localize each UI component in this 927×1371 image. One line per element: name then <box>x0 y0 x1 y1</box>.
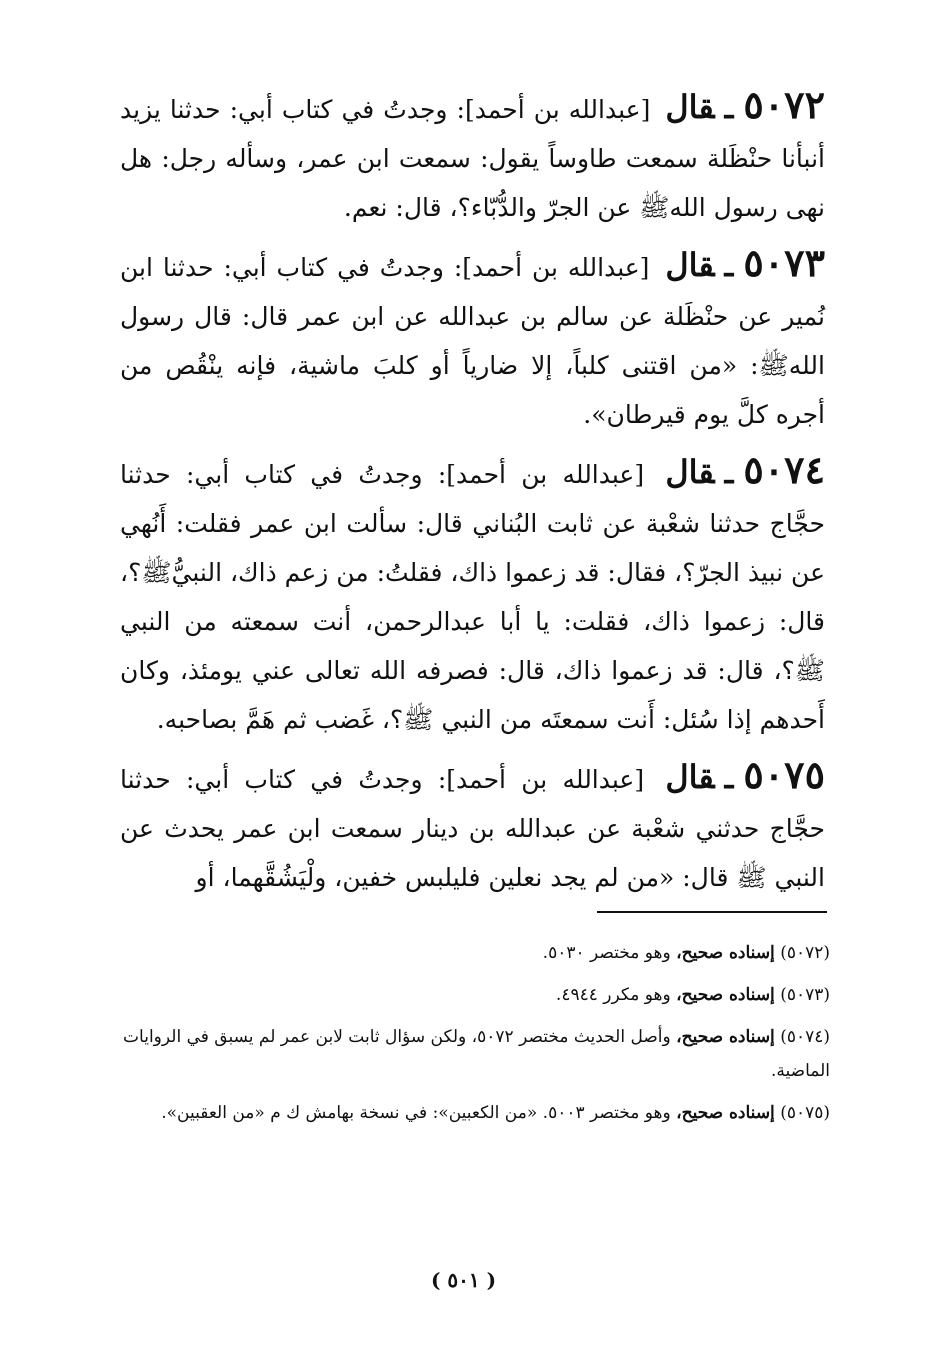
hadith-5074 <box>120 445 825 744</box>
hadith-number: ٥٠٧٤ <box>743 447 825 492</box>
footnote <box>120 1020 830 1088</box>
hadith-number: ٥٠٧٣ <box>743 240 825 285</box>
hadith-number: ٥٠٧٥ <box>743 752 825 797</box>
hadith-text: [عبدالله بن أحمد]: وجدتُ في كتاب أبي: حدثنا يزيد أنبأنا حنْظَلة سمعت طاوساً يقول: سمعت ابن عمر، وسأله رجل: هل نهى رسول اللهﷺ عن الجرّ والدُّبّاء؟، قال: نعم. <box>120 95 825 222</box>
hadith-paragraph <box>120 750 825 902</box>
footnotes <box>120 936 830 1138</box>
footnote-text: وهو مختصر ٥٠٣٠. <box>542 943 671 963</box>
footnote-grade: إسناده صحيح، <box>676 943 775 963</box>
footnote <box>120 978 830 1012</box>
hadith-5075 <box>120 750 825 902</box>
footnote <box>120 1096 830 1130</box>
hadith-qal: قال <box>665 88 715 126</box>
footnote-ref: (٥٠٧٤) <box>780 1027 830 1047</box>
footnote-ref: (٥٠٧٣) <box>780 985 830 1005</box>
hadith-dash: ـ <box>724 456 734 491</box>
hadith-paragraph <box>120 445 825 744</box>
hadith-5072 <box>120 80 825 232</box>
footnote-grade: إسناده صحيح، <box>676 1027 775 1047</box>
hadith-dash: ـ <box>724 249 734 284</box>
page-number: ( ٥٠١ ) <box>430 1268 497 1292</box>
hadith-number: ٥٠٧٢ <box>743 82 825 127</box>
footnote-ref: (٥٠٧٥) <box>780 1103 830 1123</box>
hadith-qal: قال <box>665 453 715 491</box>
footnote-text: وهو مكرر ٤٩٤٤. <box>555 985 671 1005</box>
hadith-dash: ـ <box>724 761 734 796</box>
footnote-divider <box>597 911 827 913</box>
hadith-text: [عبدالله بن أحمد]: وجدتُ في كتاب أبي: حدثنا حجَّاج حدثنا شعْبة عن ثابت البُناني قال: سألت ابن عمر فقلت: أَنُهي عن نبيذ الجرّ؟، فقال: قد زعموا ذاك، فقلتُ: من زعم ذاك، النبيُّﷺ؟، قال: زعموا ذاك، فقلت: يا أبا عبدالرحمن، أنت سمعته من النبي ﷺ؟، قال: قد زعموا ذاك، قال: فصرفه الله تعالى عني يومئذ، وكان أَحدهم إذا سُئل: أَنت سمعتَه من النبي ﷺ؟، غَضب ثم هَمَّ بصاحبه. <box>120 460 825 734</box>
hadith-dash: ـ <box>724 91 734 126</box>
footnote-text: وهو مختصر ٥٠٠٣. «من الكعبين»: في نسخة بهامش ك م «من العقبين». <box>161 1103 671 1123</box>
hadith-text: [عبدالله بن أحمد]: وجدتُ في كتاب أبي: حدثنا ابن نُمير عن حنْظَلة عن سالم بن عبدالله عن ابن عمر قال: قال رسول اللهﷺ: «من اقتنى كلباً، إلا ضارياً أو كلبَ ماشية، فإنه ينْقُص من أجره كلَّ يوم قيرطان». <box>120 253 825 429</box>
hadith-qal: قال <box>665 758 715 796</box>
footnote-grade: إسناده صحيح، <box>676 985 775 1005</box>
footnote-grade: إسناده صحيح، <box>676 1103 775 1123</box>
footnote <box>120 936 830 970</box>
hadith-text: [عبدالله بن أحمد]: وجدتُ في كتاب أبي: حدثنا حجَّاج حدثني شعْبة عن عبدالله بن دينار سمعت ابن عمر يحدث عن النبي ﷺ قال: «من لم يجد نعلين فليلبس خفين، ولْيَشُقَّهما، أو <box>120 765 825 892</box>
hadith-paragraph <box>120 238 825 439</box>
hadith-5073 <box>120 238 825 439</box>
hadith-paragraph <box>120 80 825 232</box>
main-text <box>120 80 825 908</box>
footnote-ref: (٥٠٧٢) <box>780 943 830 963</box>
footnote-text: وأصل الحديث مختصر ٥٠٧٢، ولكن سؤال ثابت لابن عمر لم يسبق في الروايات الماضية. <box>123 1027 830 1081</box>
hadith-qal: قال <box>665 246 715 284</box>
